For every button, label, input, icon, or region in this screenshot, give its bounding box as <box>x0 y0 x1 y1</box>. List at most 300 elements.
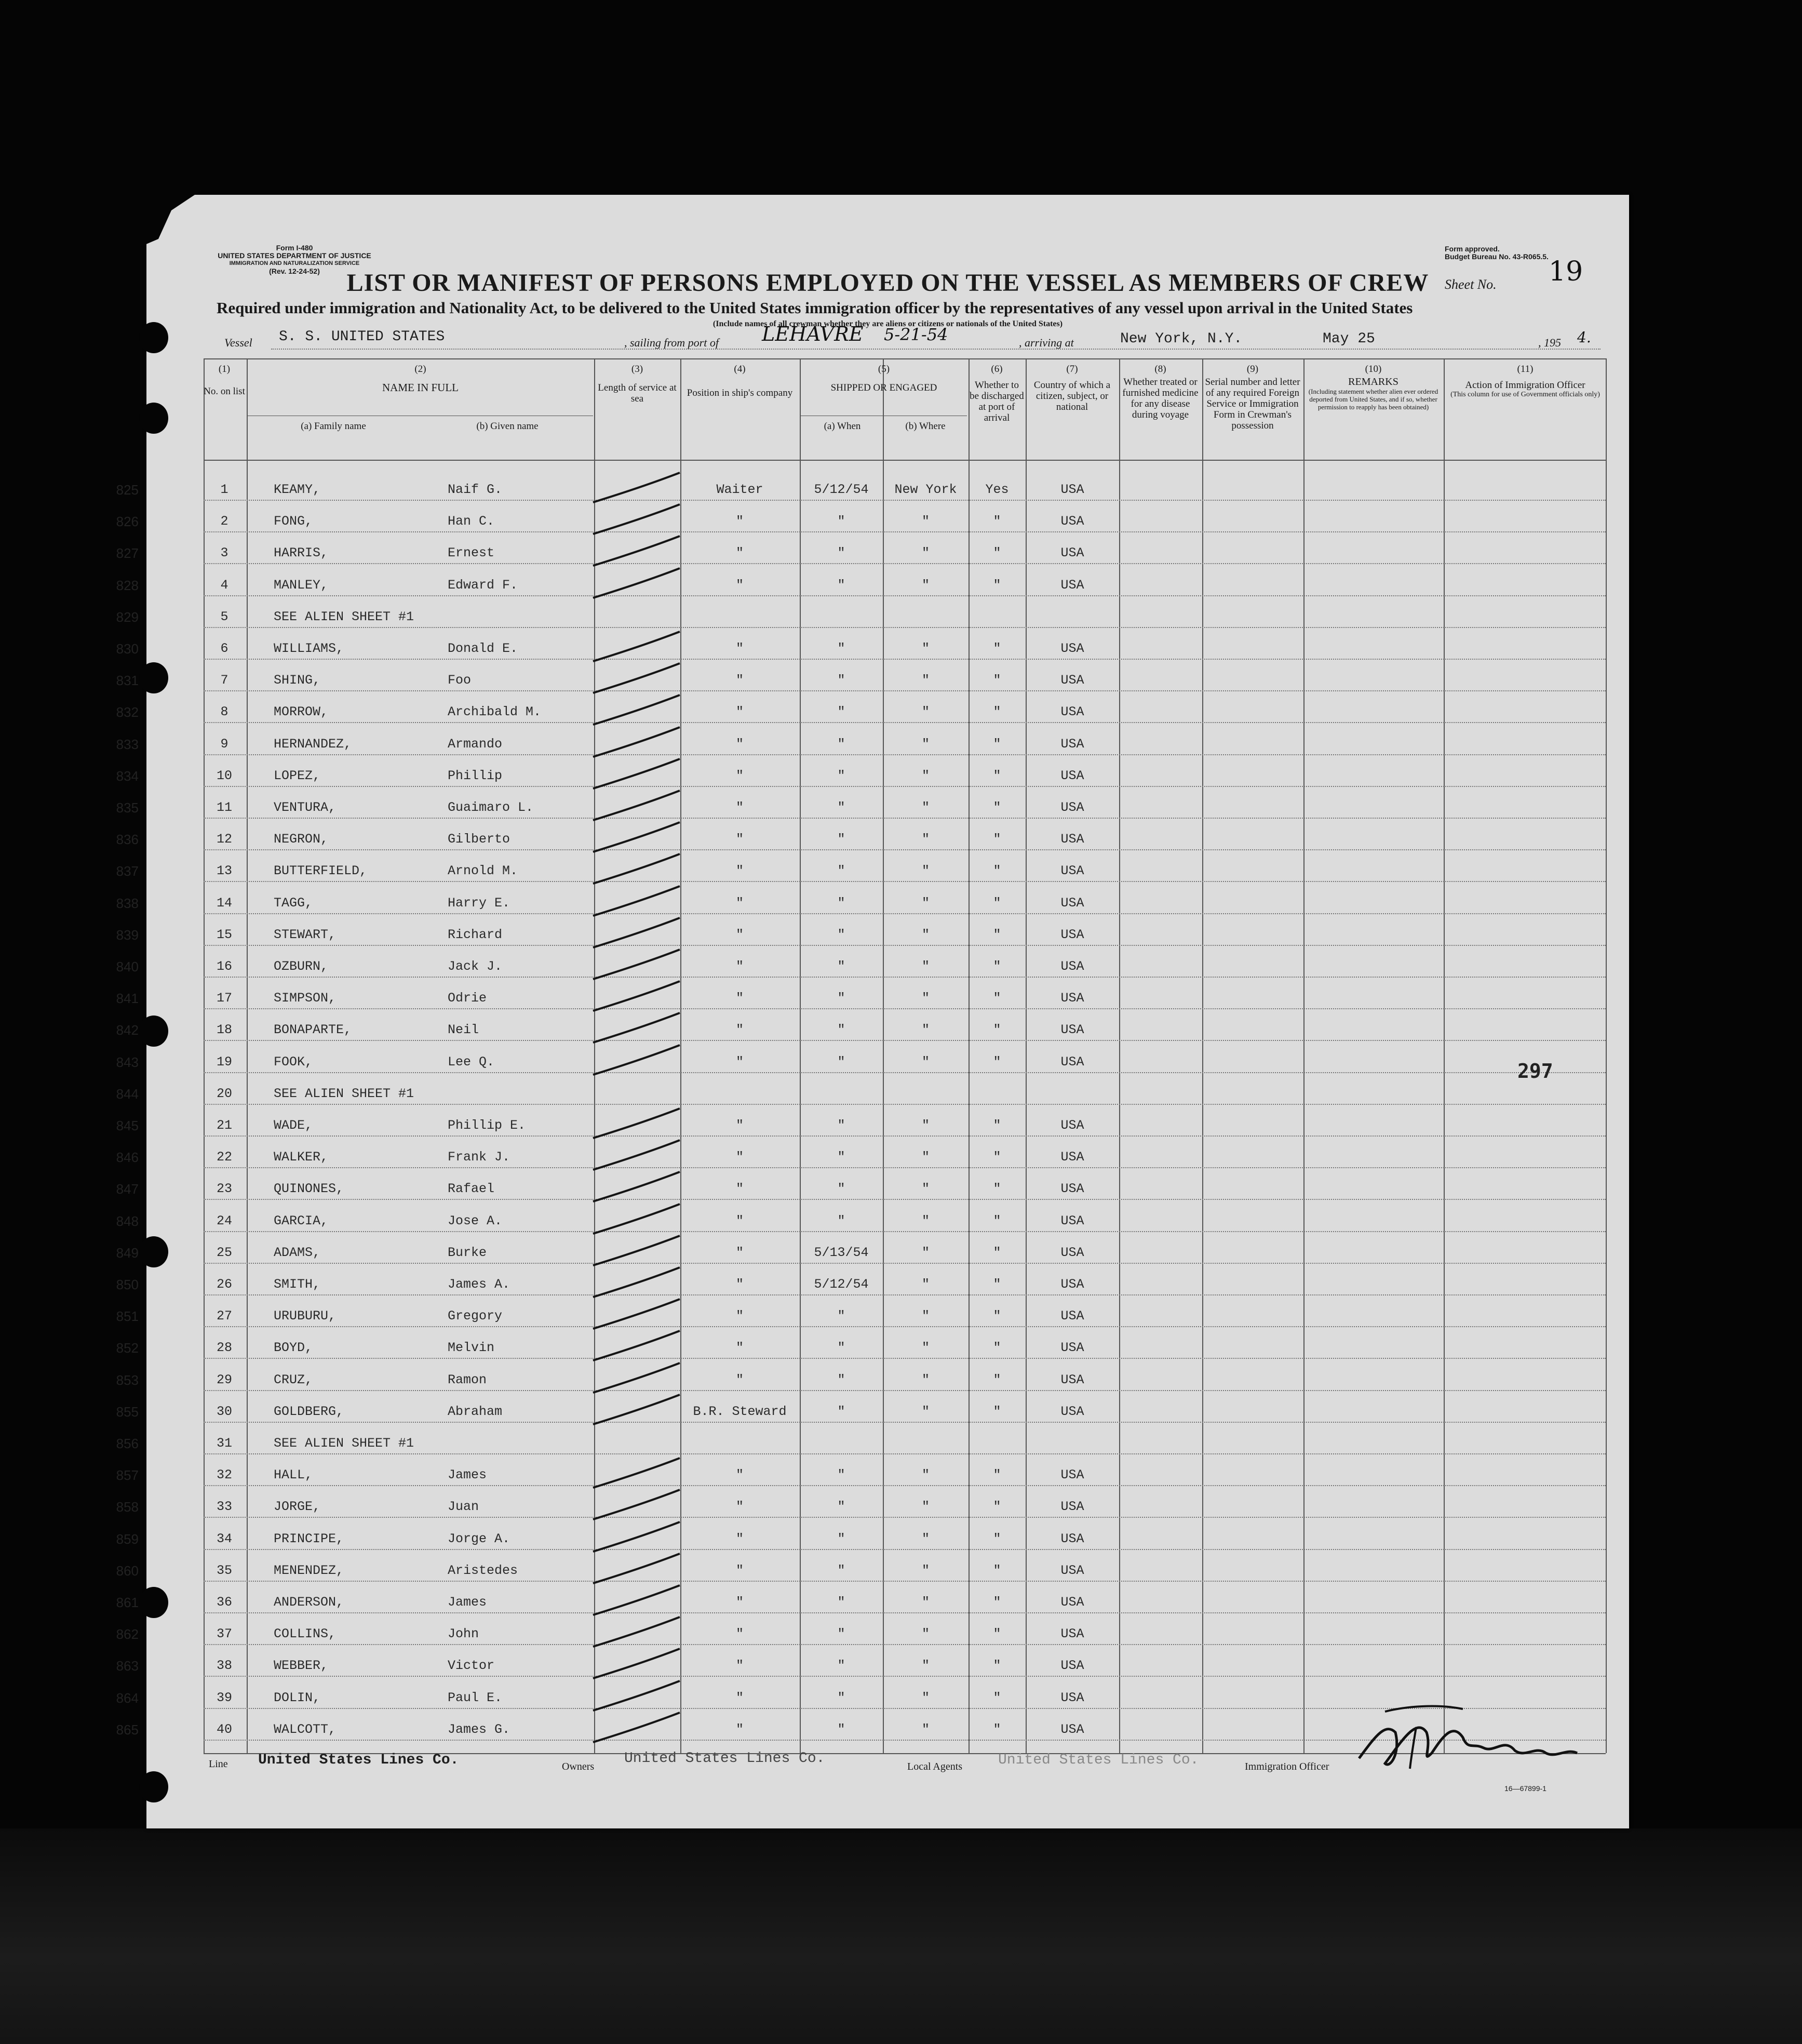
subtitle-note: (Include names of all crewman whether they are aliens or citizens or nationals of the United States) <box>712 319 1063 328</box>
row-given-name: Phillip <box>448 768 503 783</box>
row-discharge: " <box>993 1245 1001 1260</box>
row-shipped-where: " <box>921 704 930 719</box>
row-shipped-when: " <box>837 768 845 783</box>
column-rule <box>247 358 248 1753</box>
row-given-name: Burke <box>448 1245 487 1260</box>
row-position: " <box>735 1499 744 1514</box>
row-discharge: " <box>993 1277 1001 1292</box>
row-shipped-where: " <box>921 1722 930 1737</box>
row-ledger-number: 844 <box>116 1086 139 1102</box>
row-rule <box>204 1676 1606 1677</box>
row-list-number: 21 <box>216 1118 232 1133</box>
row-given-name: Ramon <box>448 1372 487 1387</box>
row-shipped-where: " <box>921 1277 930 1292</box>
row-country: USA <box>1060 1595 1084 1610</box>
row-rule <box>204 1612 1606 1613</box>
row-shipped-when: " <box>837 673 845 688</box>
row-shipped-when: " <box>837 578 845 593</box>
row-list-number: 23 <box>216 1181 232 1196</box>
row-rule <box>204 754 1606 755</box>
row-rule <box>204 1326 1606 1327</box>
row-discharge: " <box>993 1118 1001 1133</box>
row-shipped-where: New York <box>894 482 957 497</box>
row-discharge: " <box>993 514 1001 529</box>
column-rule <box>1303 358 1305 1753</box>
row-discharge: " <box>993 641 1001 656</box>
row-country: USA <box>1060 1404 1084 1419</box>
col5b-header: (b) Where <box>905 421 946 432</box>
row-rule <box>204 1358 1606 1359</box>
vessel-line-rule <box>271 349 1601 350</box>
row-given-name: John <box>448 1626 479 1641</box>
row-rule <box>204 977 1606 978</box>
row-given-name: Jack J. <box>448 959 503 974</box>
row-given-name: Jose A. <box>448 1213 503 1228</box>
row-family-name: BUTTERFIELD, <box>274 863 368 878</box>
row-shipped-when: " <box>837 1404 845 1419</box>
row-list-number: 38 <box>216 1658 232 1673</box>
row-ledger-number: 848 <box>116 1213 139 1229</box>
row-ledger-number: 837 <box>116 863 139 879</box>
row-family-name: OZBURN, <box>274 959 329 974</box>
row-position: " <box>735 737 744 752</box>
column-rule <box>1444 358 1445 1753</box>
row-discharge: " <box>993 1022 1001 1037</box>
row-rule <box>204 531 1606 532</box>
row-rule <box>204 1549 1606 1550</box>
row-list-number: 13 <box>216 863 232 878</box>
row-country: USA <box>1060 1563 1084 1578</box>
row-list-number: 9 <box>220 737 228 752</box>
row-shipped-when: " <box>837 1022 845 1037</box>
row-family-name: LOPEZ, <box>274 768 321 783</box>
row-country: USA <box>1060 1340 1084 1355</box>
row-shipped-where: " <box>921 1118 930 1133</box>
page-title: LIST OR MANIFEST OF PERSONS EMPLOYED ON THE VESSEL AS MEMBERS OF CREW <box>346 269 1429 297</box>
row-position: " <box>735 1054 744 1070</box>
row-country: USA <box>1060 1213 1084 1228</box>
row-rule <box>204 659 1606 660</box>
row-rule <box>204 1040 1606 1041</box>
row-shipped-where: " <box>921 578 930 593</box>
row-family-name: MORROW, <box>274 704 329 719</box>
row-given-name: Guaimaro L. <box>448 800 534 815</box>
row-family-name: MANLEY, <box>274 578 329 593</box>
row-family-name: FOOK, <box>274 1054 313 1070</box>
row-given-name: James G. <box>448 1722 510 1737</box>
row-family-name: BONAPARTE, <box>274 1022 352 1037</box>
row-ledger-number: 863 <box>116 1658 139 1674</box>
row-discharge: " <box>993 1563 1001 1578</box>
row-shipped-where: " <box>921 1340 930 1355</box>
row-country: USA <box>1060 1308 1084 1324</box>
row-country: USA <box>1060 482 1084 497</box>
row-shipped-where: " <box>921 1181 930 1196</box>
row-list-number: 37 <box>216 1626 232 1641</box>
row-discharge: " <box>993 1308 1001 1324</box>
row-family-name: WILLIAMS, <box>274 641 344 656</box>
row-shipped-when: " <box>837 1595 845 1610</box>
row-list-number: 20 <box>216 1086 232 1101</box>
row-rule <box>204 1453 1606 1454</box>
row-country: USA <box>1060 1054 1084 1070</box>
row-country: USA <box>1060 545 1084 560</box>
col3-header: (3) Length of service at sea <box>598 364 677 404</box>
row-given-name: Abraham <box>448 1404 503 1419</box>
row-ledger-number: 828 <box>116 578 139 593</box>
row-family-name: FONG, <box>274 514 313 529</box>
row-shipped-where: " <box>921 991 930 1006</box>
row-ledger-number: 851 <box>116 1308 139 1324</box>
col1-header: (1) No. on list <box>204 364 245 397</box>
row-family-name: GARCIA, <box>274 1213 329 1228</box>
row-shipped-when: " <box>837 1213 845 1228</box>
row-list-number: 35 <box>216 1563 232 1578</box>
row-rule <box>204 595 1606 596</box>
row-country: USA <box>1060 1022 1084 1037</box>
row-rule <box>204 881 1606 882</box>
row-shipped-when: 5/12/54 <box>814 482 869 497</box>
row-list-number: 26 <box>216 1277 232 1292</box>
row-shipped-where: " <box>921 1531 930 1546</box>
owners-label: Owners <box>562 1761 595 1772</box>
row-position: " <box>735 768 744 783</box>
row-rule <box>204 849 1606 850</box>
row-discharge: " <box>993 1150 1001 1165</box>
row-shipped-when: " <box>837 832 845 847</box>
row-shipped-when: " <box>837 1722 845 1737</box>
row-rule <box>204 1008 1606 1009</box>
col10-header: (10) REMARKS (Including statement whether alien ever ordered deported from United States, and if so, whether permission to reapply has been obtained) <box>1308 364 1438 411</box>
row-ledger-number: 842 <box>116 1022 139 1038</box>
row-country: USA <box>1060 1626 1084 1641</box>
row-discharge: " <box>993 1467 1001 1482</box>
row-ledger-number: 839 <box>116 927 139 943</box>
row-list-number: 15 <box>216 927 232 942</box>
row-position: " <box>735 1118 744 1133</box>
col4-header: (4) Position in ship's company <box>687 364 793 398</box>
row-rule <box>204 627 1606 628</box>
row-family-name: SEE ALIEN SHEET #1 <box>274 609 414 624</box>
col8-header: (8) Whether treated or furnished medicine for any disease during voyage <box>1122 364 1199 420</box>
column-rule <box>204 358 205 1753</box>
row-given-name: Archibald M. <box>448 704 542 719</box>
row-discharge: " <box>993 991 1001 1006</box>
row-shipped-when: " <box>837 863 845 878</box>
row-position: " <box>735 896 744 911</box>
row-family-name: PRINCIPE, <box>274 1531 344 1546</box>
row-family-name: COLLINS, <box>274 1626 337 1641</box>
row-position: " <box>735 1467 744 1482</box>
row-given-name: Naif G. <box>448 482 503 497</box>
row-discharge: " <box>993 927 1001 942</box>
row-discharge: " <box>993 1722 1001 1737</box>
row-given-name: James <box>448 1467 487 1482</box>
departure-port: LEHAVRE <box>762 323 864 345</box>
row-list-number: 18 <box>216 1022 232 1037</box>
vessel-label: Vessel <box>224 336 252 349</box>
row-shipped-where: " <box>921 1054 930 1070</box>
row-shipped-when: " <box>837 514 845 529</box>
row-family-name: TAGG, <box>274 896 313 911</box>
row-family-name: SEE ALIEN SHEET #1 <box>274 1086 414 1101</box>
row-ledger-number: 853 <box>116 1372 139 1388</box>
row-discharge: " <box>993 959 1001 974</box>
row-position: " <box>735 927 744 942</box>
row-shipped-when: " <box>837 1690 845 1705</box>
arrival-port: New York, N.Y. <box>1120 331 1243 347</box>
row-given-name: Victor <box>448 1658 495 1673</box>
row-position: " <box>735 1022 744 1037</box>
punch-hole <box>139 662 168 693</box>
row-list-number: 12 <box>216 832 232 847</box>
row-list-number: 32 <box>216 1467 232 1482</box>
row-family-name: WALKER, <box>274 1150 329 1165</box>
vessel-name: S. S. UNITED STATES <box>279 329 445 345</box>
row-list-number: 22 <box>216 1150 232 1165</box>
row-given-name: Richard <box>448 927 503 942</box>
row-shipped-where: " <box>921 959 930 974</box>
row-family-name: VENTURA, <box>274 800 337 815</box>
row-shipped-when: " <box>837 641 845 656</box>
row-country: USA <box>1060 927 1084 942</box>
row-family-name: WALCOTT, <box>274 1722 337 1737</box>
row-country: USA <box>1060 1499 1084 1514</box>
row-rule <box>204 563 1606 564</box>
row-shipped-where: " <box>921 1563 930 1578</box>
row-discharge: " <box>993 673 1001 688</box>
row-ledger-number: 862 <box>116 1626 139 1642</box>
row-country: USA <box>1060 1531 1084 1546</box>
row-position: " <box>735 1722 744 1737</box>
row-shipped-when: 5/12/54 <box>814 1277 869 1292</box>
row-shipped-where: " <box>921 1626 930 1641</box>
row-given-name: Armando <box>448 737 503 752</box>
row-discharge: " <box>993 863 1001 878</box>
row-position: " <box>735 863 744 878</box>
line-label: Line <box>209 1758 228 1770</box>
row-rule <box>204 1517 1606 1518</box>
row-position: " <box>735 1690 744 1705</box>
table-header-rule <box>204 460 1606 461</box>
row-list-number: 29 <box>216 1372 232 1387</box>
row-family-name: GOLDBERG, <box>274 1404 344 1419</box>
row-given-name: Lee Q. <box>448 1054 495 1070</box>
row-family-name: URUBURU, <box>274 1308 337 1324</box>
row-given-name: Neil <box>448 1022 479 1037</box>
row-ledger-number: 856 <box>116 1436 139 1451</box>
row-given-name: Aristedes <box>448 1563 518 1578</box>
row-list-number: 19 <box>216 1054 232 1070</box>
row-rule <box>204 1294 1606 1295</box>
row-shipped-where: " <box>921 800 930 815</box>
row-discharge: " <box>993 896 1001 911</box>
row-family-name: QUINONES, <box>274 1181 344 1196</box>
row-country: USA <box>1060 863 1084 878</box>
row-list-number: 1 <box>220 482 228 497</box>
form-approved: Form approved. <box>1445 245 1500 253</box>
row-discharge: " <box>993 578 1001 593</box>
year-prefix: , 195 <box>1538 336 1561 349</box>
row-position: " <box>735 673 744 688</box>
row-country: USA <box>1060 832 1084 847</box>
row-shipped-where: " <box>921 927 930 942</box>
row-given-name: Gregory <box>448 1308 503 1324</box>
row-rule <box>204 1167 1606 1168</box>
row-rule <box>204 1135 1606 1137</box>
row-rule <box>204 1263 1606 1264</box>
row-given-name: Han C. <box>448 514 495 529</box>
row-shipped-when: " <box>837 1563 845 1578</box>
row-position: " <box>735 1150 744 1165</box>
row-discharge: " <box>993 737 1001 752</box>
torn-corner <box>140 190 203 247</box>
row-shipped-where: " <box>921 1150 930 1165</box>
row-shipped-when: " <box>837 1181 845 1196</box>
row-ledger-number: 832 <box>116 704 139 720</box>
col9-header: (9) Serial number and letter of any required Foreign Service or Immigration Form in Crewman's possession <box>1205 364 1300 431</box>
row-shipped-when: 5/13/54 <box>814 1245 869 1260</box>
row-given-name: James A. <box>448 1277 510 1292</box>
row-country: USA <box>1060 800 1084 815</box>
row-position: " <box>735 1595 744 1610</box>
row-shipped-when: " <box>837 545 845 560</box>
row-discharge: " <box>993 800 1001 815</box>
row-shipped-when: " <box>837 896 845 911</box>
row-discharge: " <box>993 1054 1001 1070</box>
row-ledger-number: 845 <box>116 1118 139 1133</box>
service-slash-mark <box>590 1043 684 1084</box>
punch-hole <box>139 1016 168 1047</box>
row-shipped-where: " <box>921 737 930 752</box>
row-list-number: 39 <box>216 1690 232 1705</box>
owners-value: United States Lines Co. <box>624 1751 825 1767</box>
row-ledger-number: 857 <box>116 1467 139 1483</box>
row-discharge: " <box>993 1404 1001 1419</box>
row-rule <box>204 1485 1606 1486</box>
form-number: Form I-480 <box>276 244 313 252</box>
row-ledger-number: 834 <box>116 768 139 784</box>
service-slash-mark <box>590 566 684 607</box>
row-discharge: " <box>993 1658 1001 1673</box>
agents-label: Local Agents <box>907 1761 963 1772</box>
row-discharge: Yes <box>985 482 1009 497</box>
row-list-number: 30 <box>216 1404 232 1419</box>
row-country: USA <box>1060 1118 1084 1133</box>
row-shipped-when: " <box>837 1499 845 1514</box>
row-rule <box>204 945 1606 946</box>
row-ledger-number: 859 <box>116 1531 139 1547</box>
row-given-name: Paul E. <box>448 1690 503 1705</box>
row-family-name: SIMPSON, <box>274 991 337 1006</box>
row-ledger-number: 864 <box>116 1690 139 1706</box>
row-ledger-number: 838 <box>116 896 139 911</box>
row-country: USA <box>1060 673 1084 688</box>
row-given-name: Arnold M. <box>448 863 518 878</box>
punch-hole <box>139 403 168 434</box>
row-given-name: Edward F. <box>448 578 518 593</box>
column-rule <box>1606 358 1607 1753</box>
row-position: " <box>735 578 744 593</box>
column-rule <box>1202 358 1203 1753</box>
row-given-name: Ernest <box>448 545 495 560</box>
row-family-name: STEWART, <box>274 927 337 942</box>
row-discharge: " <box>993 1690 1001 1705</box>
row-rule <box>204 500 1606 501</box>
row-given-name: James <box>448 1595 487 1610</box>
row-ledger-number: 846 <box>116 1150 139 1165</box>
row-family-name: ADAMS, <box>274 1245 321 1260</box>
sheet-label: Sheet No. <box>1445 277 1497 292</box>
row-discharge: " <box>993 768 1001 783</box>
officer-label: Immigration Officer <box>1245 1761 1329 1772</box>
row-list-number: 7 <box>220 673 228 688</box>
side-stamp-number: 297 <box>1517 1060 1553 1083</box>
row-country: USA <box>1060 514 1084 529</box>
row-rule <box>204 1390 1606 1391</box>
row-family-name: KEAMY, <box>274 482 321 497</box>
row-shipped-when: " <box>837 959 845 974</box>
row-position: " <box>735 545 744 560</box>
row-family-name: SMITH, <box>274 1277 321 1292</box>
col11-header: (11) Action of Immigration Officer (This column for use of Government officials only) <box>1450 364 1600 398</box>
row-position: " <box>735 704 744 719</box>
row-shipped-when: " <box>837 1118 845 1133</box>
row-shipped-where: " <box>921 673 930 688</box>
row-country: USA <box>1060 1690 1084 1705</box>
col7-header: (7) Country of which a citizen, subject, or national <box>1033 364 1111 412</box>
row-discharge: " <box>993 704 1001 719</box>
row-ledger-number: 855 <box>116 1404 139 1420</box>
row-country: USA <box>1060 768 1084 783</box>
row-shipped-where: " <box>921 863 930 878</box>
row-position: " <box>735 959 744 974</box>
row-country: USA <box>1060 1277 1084 1292</box>
row-shipped-when: " <box>837 1054 845 1070</box>
row-country: USA <box>1060 704 1084 719</box>
row-shipped-when: " <box>837 704 845 719</box>
row-shipped-when: " <box>837 1340 845 1355</box>
row-ledger-number: 833 <box>116 737 139 752</box>
row-list-number: 11 <box>216 800 232 815</box>
row-country: USA <box>1060 959 1084 974</box>
row-country: USA <box>1060 1245 1084 1260</box>
row-family-name: WADE, <box>274 1118 313 1133</box>
officer-signature <box>1354 1701 1582 1779</box>
line-value: United States Lines Co. <box>258 1752 459 1768</box>
row-country: USA <box>1060 1722 1084 1737</box>
row-shipped-where: " <box>921 1404 930 1419</box>
row-family-name: ANDERSON, <box>274 1595 344 1610</box>
row-list-number: 27 <box>216 1308 232 1324</box>
row-ledger-number: 826 <box>116 514 139 529</box>
row-country: USA <box>1060 641 1084 656</box>
subtitle: Required under immigration and Nationality Act, to be delivered to the United States immigration officer by the representatives of any vessel upon arrival in the United States <box>217 299 1413 317</box>
row-family-name: BOYD, <box>274 1340 313 1355</box>
row-shipped-where: " <box>921 1213 930 1228</box>
col5a-header: (a) When <box>824 421 861 432</box>
sheet-number: 19 <box>1549 256 1583 287</box>
row-shipped-where: " <box>921 896 930 911</box>
row-shipped-where: " <box>921 1022 930 1037</box>
row-ledger-number: 840 <box>116 959 139 974</box>
row-ledger-number: 841 <box>116 991 139 1006</box>
row-family-name: HARRIS, <box>274 545 329 560</box>
row-ledger-number: 827 <box>116 545 139 561</box>
row-rule <box>204 786 1606 787</box>
row-shipped-when: " <box>837 1150 845 1165</box>
print-code: 16—67899-1 <box>1504 1784 1547 1793</box>
